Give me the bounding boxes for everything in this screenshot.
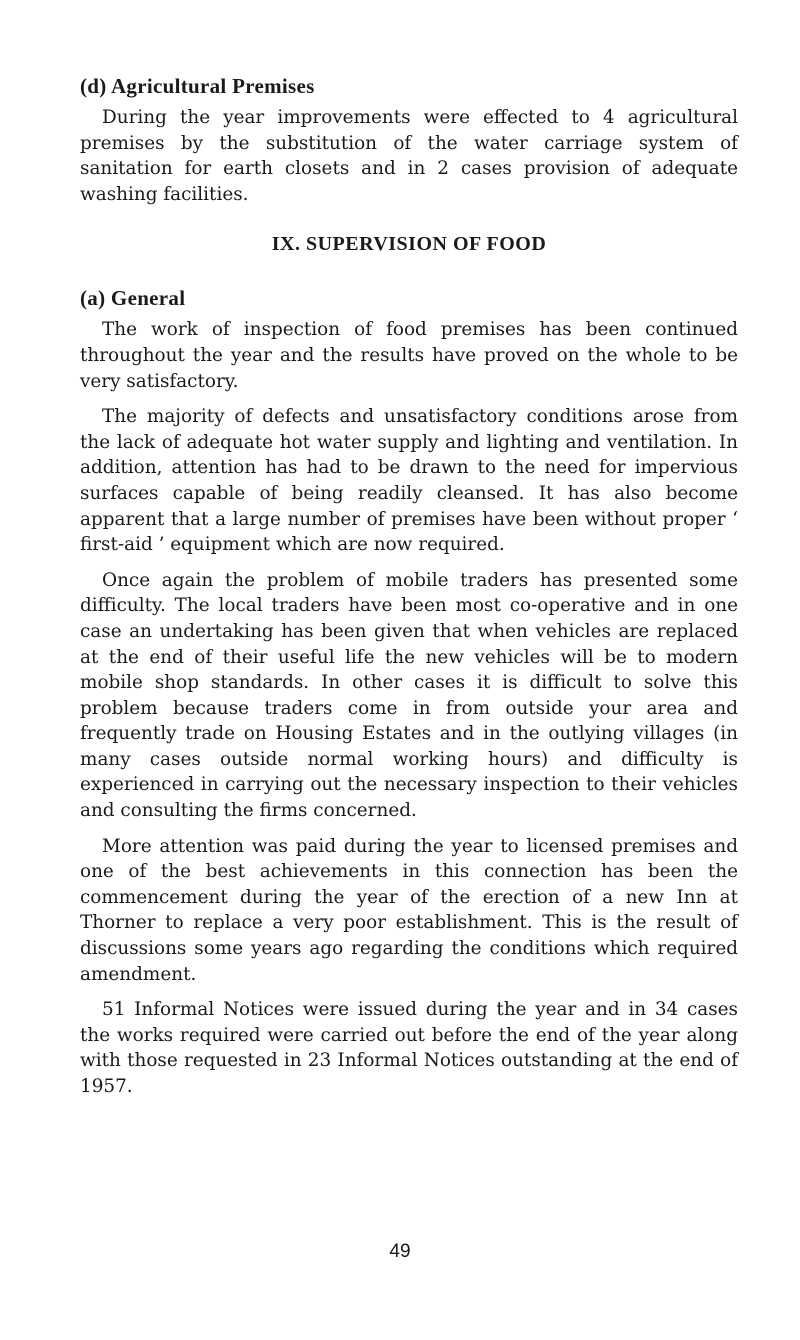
general-paragraph-5: 51 Informal Notices were issued during the year and in 34 cases the works required were carried out before the end of the year along with those requested in 23 Informal Notices outstanding at the end of 1957. [80,999,738,1097]
section-title: IX. SUPERVISION OF FOOD [271,233,547,256]
general-paragraph-3: Once again the problem of mobile traders has presented some difficulty. The local traders have been most co-operative and in one case an undertaking has been given that when vehicles are replaced at the end of their useful life the new vehicles will be to modern mobile shop standards. In other cases it is difficult to solve this problem because traders come in from outside your area and frequently trade on Housing Estates and in the outlying villages (in many cases outside normal working hours) and difficulty is experienced in carrying out the necessary inspection to their vehicles and consulting the firms concerned. [80,569,738,822]
agricultural-premises-paragraph: During the year improvements were effected to 4 agricultural premises by the substitution of the water carriage system of sanitation for earth closets and in 2 cases provision of adequate washing facilities. [80,107,738,205]
general-paragraph-1: The work of inspection of food premises has been continued throughout the year and the results have proved on the whole to be very satisfactory. [80,319,738,392]
page-number: 49 [389,1241,411,1262]
general-paragraph-4: More attention was paid during the year to licensed premises and one of the best achievements in this connection has been the commencement during the year of the erection of a new Inn at Thorner to replace a very poor establishment. This is the result of discussions some years ago regarding the conditions which required amendment. [80,835,738,985]
agricultural-premises-heading: (d) Agricultural Premises [80,74,315,98]
general-paragraph-2: The majority of defects and unsatisfactory conditions arose from the lack of adequate hot water supply and lighting and ventilation. In addition, attention has had to be drawn to the need for impervious surfaces capable of being readily cleansed. It has also become apparent that a large number of premises have been without proper ‘ first-aid ’ equipment which are now required. [80,406,738,556]
general-heading: (a) General [80,286,186,311]
document-page [80,74,738,1100]
